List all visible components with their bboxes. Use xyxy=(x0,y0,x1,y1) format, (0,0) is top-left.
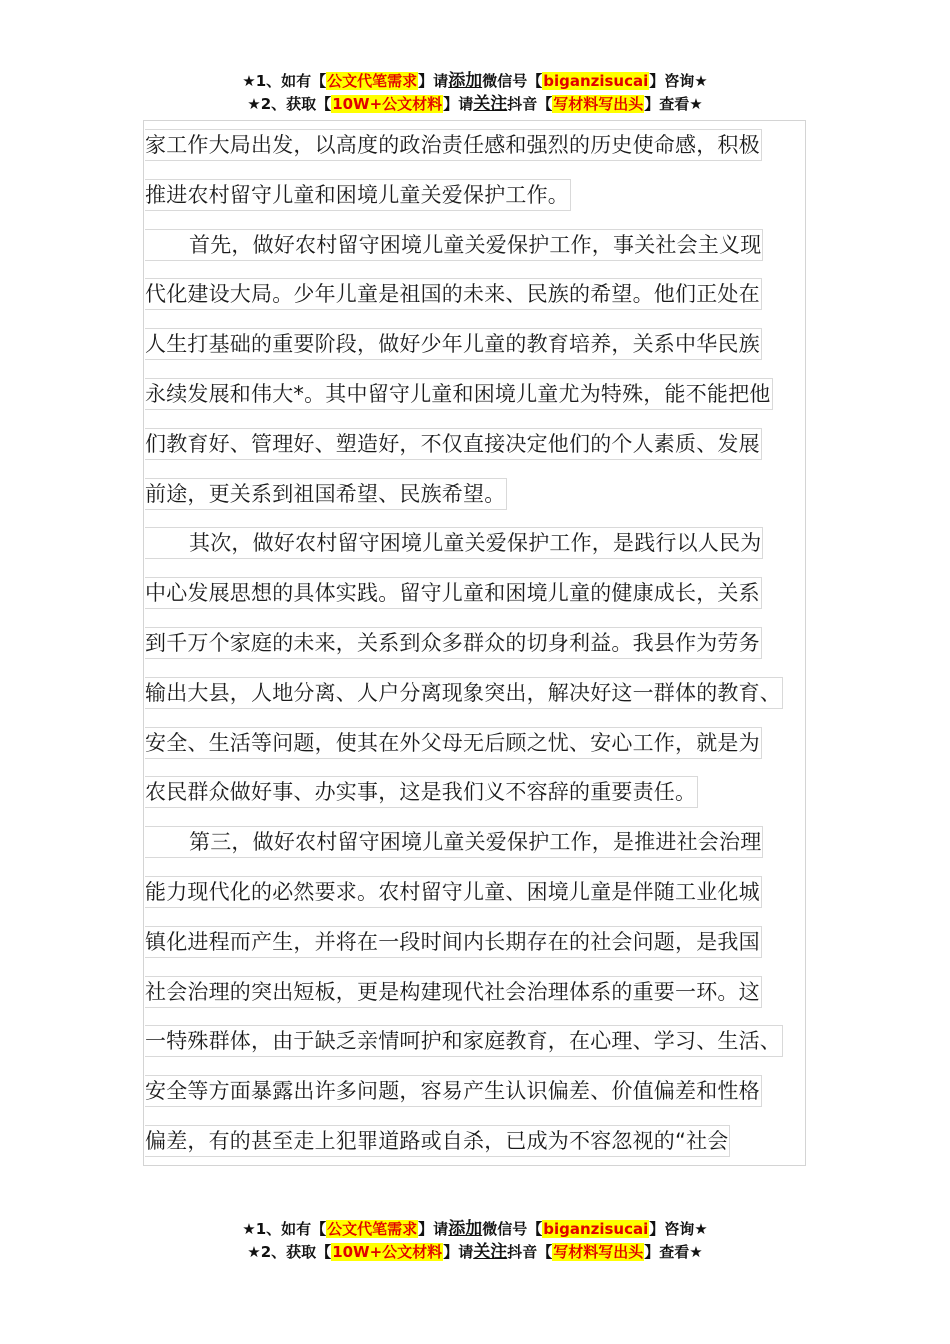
text-line: 偏差，有的甚至走上犯罪道路或自杀，已成为不容忽视的“社会 xyxy=(145,1117,825,1167)
banner-text: 】请 xyxy=(443,95,474,113)
banner-emphasis: 添加 xyxy=(448,1219,483,1239)
text-line: 家工作大局出发，以高度的政治责任感和强烈的历史使命感，积极 xyxy=(145,121,825,171)
banner-text: ★2、获取【 xyxy=(247,95,332,113)
text-line: 人生打基础的重要阶段，做好少年儿童的教育培养，关系中华民族 xyxy=(145,320,825,370)
text-line: 中心发展思想的具体实践。留守儿童和困境儿童的健康成长，关系 xyxy=(145,569,825,619)
banner-emphasis: 添加 xyxy=(448,71,483,91)
text-line: 输出大县，人地分离、人户分离现象突出，解决好这一群体的教育、 xyxy=(145,669,825,719)
banner-text: ★1、如有【 xyxy=(242,72,327,90)
highlight-douyin-account[interactable]: 写材料写出头 xyxy=(553,1243,644,1261)
banner-text: 】请 xyxy=(418,72,449,90)
text-line: 镇化进程而产生，并将在一段时间内长期存在的社会问题，是我国 xyxy=(145,918,825,968)
paragraph-start: 第三，做好农村留守困境儿童关爱保护工作，是推进社会治理 xyxy=(145,818,825,868)
text-line: 能力现代化的必然要求。农村留守儿童、困境儿童是伴随工业化城 xyxy=(145,868,825,918)
banner-emphasis: 关注 xyxy=(473,1242,508,1262)
banner-text: 微信号【 xyxy=(482,72,543,90)
highlight-douyin-account[interactable]: 写材料写出头 xyxy=(553,95,644,113)
text-line: 安全等方面暴露出许多问题，容易产生认识偏差、价值偏差和性格 xyxy=(145,1067,825,1117)
highlight-service: 公文代笔需求 xyxy=(327,1220,418,1238)
document-body xyxy=(145,121,825,1167)
banner-text: 】咨询★ xyxy=(649,72,708,90)
banner-text: 】查看★ xyxy=(644,95,703,113)
top-banner xyxy=(0,70,950,116)
text-line: 一特殊群体，由于缺乏亲情呵护和家庭教育，在心理、学习、生活、 xyxy=(145,1017,825,1067)
text-line: 推进农村留守儿童和困境儿童关爱保护工作。 xyxy=(145,171,825,221)
banner-emphasis: 关注 xyxy=(473,94,508,114)
highlight-materials: 10W+公文材料 xyxy=(332,1243,443,1261)
banner-text: ★2、获取【 xyxy=(247,1243,332,1261)
paragraph-start: 其次，做好农村留守困境儿童关爱保护工作，是践行以人民为 xyxy=(145,519,825,569)
banner-text: 】咨询★ xyxy=(649,1220,708,1238)
text-line: 永续发展和伟大*。其中留守儿童和困境儿童尤为特殊，能不能把他 xyxy=(145,370,825,420)
highlight-service: 公文代笔需求 xyxy=(327,72,418,90)
banner-text: 】查看★ xyxy=(644,1243,703,1261)
banner-line-1 xyxy=(0,70,950,93)
text-line: 代化建设大局。少年儿童是祖国的未来、民族的希望。他们正处在 xyxy=(145,270,825,320)
banner-text: 微信号【 xyxy=(482,1220,543,1238)
banner-line-2 xyxy=(0,1241,950,1264)
banner-line-2 xyxy=(0,93,950,116)
text-line: 们教育好、管理好、塑造好，不仅直接决定他们的个人素质、发展 xyxy=(145,420,825,470)
text-line: 安全、生活等问题，使其在外父母无后顾之忧、安心工作，就是为 xyxy=(145,719,825,769)
banner-text: 抖音【 xyxy=(507,95,553,113)
highlight-wechat-id[interactable]: biganzisucai xyxy=(543,1220,649,1238)
banner-text: 】请 xyxy=(443,1243,474,1261)
text-line: 社会治理的突出短板，更是构建现代社会治理体系的重要一环。这 xyxy=(145,968,825,1018)
paragraph-start: 首先，做好农村留守困境儿童关爱保护工作，事关社会主义现 xyxy=(145,221,825,271)
bottom-banner xyxy=(0,1218,950,1264)
banner-text: 抖音【 xyxy=(507,1243,553,1261)
banner-line-1 xyxy=(0,1218,950,1241)
banner-text: 】请 xyxy=(418,1220,449,1238)
text-line: 农民群众做好事、办实事，这是我们义不容辞的重要责任。 xyxy=(145,768,825,818)
text-line: 到千万个家庭的未来，关系到众多群众的切身利益。我县作为劳务 xyxy=(145,619,825,669)
highlight-materials: 10W+公文材料 xyxy=(332,95,443,113)
highlight-wechat-id[interactable]: biganzisucai xyxy=(543,72,649,90)
banner-text: ★1、如有【 xyxy=(242,1220,327,1238)
text-line: 前途，更关系到祖国希望、民族希望。 xyxy=(145,470,825,520)
